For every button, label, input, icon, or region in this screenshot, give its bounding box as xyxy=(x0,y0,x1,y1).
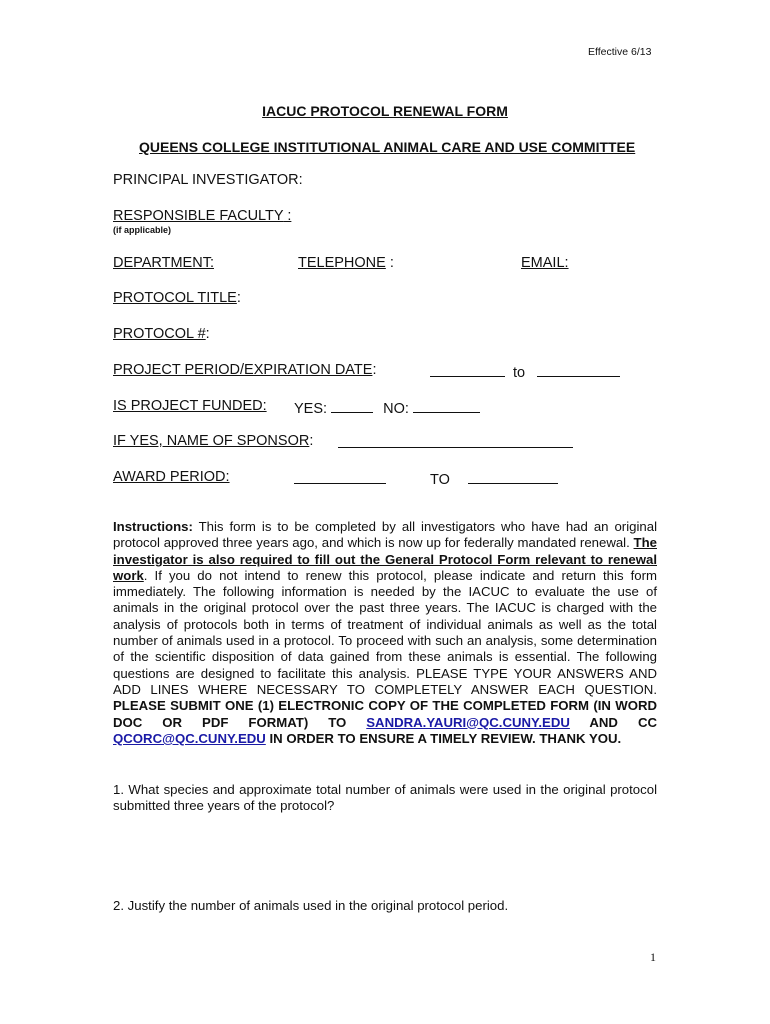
protocol-number-label: PROTOCOL # xyxy=(113,326,206,342)
instructions-paragraph xyxy=(113,519,657,747)
question-1: 1. What species and approximate total number of animals were used in the original protocol submitted three years of the protocol? xyxy=(113,782,657,814)
instructions-submit-2: AND CC xyxy=(569,714,657,730)
sponsor-blank[interactable] xyxy=(338,433,573,448)
yes-label: YES: xyxy=(294,401,328,417)
department-label: DEPARTMENT: xyxy=(113,255,214,271)
sponsor-colon: : xyxy=(309,433,314,449)
email-link-qcorc[interactable]: QCORC@QC.CUNY.EDU xyxy=(113,730,266,746)
protocol-number-row xyxy=(113,326,210,342)
project-period-row xyxy=(113,362,376,378)
award-start-blank[interactable] xyxy=(294,469,386,484)
sponsor-label: IF YES, NAME OF SPONSOR xyxy=(113,433,310,449)
email-link-sandra[interactable]: SANDRA.YAURI@QC.CUNY.EDU xyxy=(366,714,570,730)
instructions-text-2: . If you do not intend to renew this protocol, please indicate and return this form immediately. The following information is needed by the IACUC to evaluate the use of animals in the original protocol over the past three years. The IACUC is charged with the analysis of protocols both in terms of treatment of individual animals as well as the total number of animals used in a protocol. To proceed with such an analysis, some determination of the scientific disposition of data gained from these animals is essential. The following questions are designed to facilitate this analysis. PLEASE TYPE YOUR ANSWERS AND ADD LINES WHERE NECESSARY TO COMPLETELY ANSWER EACH QUESTION. xyxy=(113,567,657,697)
instructions-required-note: The investigator is also required to fill out the General Protocol Form relevant to renewal work xyxy=(113,535,657,583)
committee-title: QUEENS COLLEGE INSTITUTIONAL ANIMAL CARE AND USE COMMITTEE xyxy=(139,139,636,155)
funded-options xyxy=(294,398,480,417)
no-blank[interactable] xyxy=(413,398,480,413)
principal-investigator-label: PRINCIPAL INVESTIGATOR: xyxy=(113,172,303,188)
end-date-blank[interactable] xyxy=(537,362,620,377)
question-2: 2. Justify the number of animals used in the original protocol period. xyxy=(113,898,509,913)
project-period-colon: : xyxy=(372,362,377,378)
responsible-faculty-row xyxy=(113,208,291,224)
instructions-submit-1: PLEASE SUBMIT ONE (1) ELECTRONIC COPY OF THE COMPLETED FORM (IN WORD DOC OR PDF FORMAT) TO xyxy=(113,698,657,730)
award-end-blank[interactable] xyxy=(468,469,558,484)
protocol-title-label: PROTOCOL TITLE xyxy=(113,290,237,306)
to-upper-label: TO xyxy=(430,472,450,488)
form-title: IACUC PROTOCOL RENEWAL FORM xyxy=(262,103,508,119)
telephone-colon: : xyxy=(385,255,394,271)
protocol-number-colon: : xyxy=(205,326,210,342)
protocol-title-row xyxy=(113,290,241,306)
instructions-text-1: This form is to be completed by all investigators who have had an original protocol approved three years ago, and which is now up for federally mandated renewal. xyxy=(113,519,657,551)
award-period-label: AWARD PERIOD: xyxy=(113,469,230,485)
to-label: to xyxy=(513,365,526,381)
if-applicable-note: (if applicable) xyxy=(113,225,172,235)
email-label: EMAIL: xyxy=(521,255,569,271)
protocol-title-colon: : xyxy=(236,290,241,306)
award-end-wrap xyxy=(430,469,558,488)
responsible-faculty-label: RESPONSIBLE FACULTY xyxy=(113,208,284,224)
no-label: NO: xyxy=(383,401,409,417)
start-date-blank[interactable] xyxy=(430,362,505,377)
is-funded-label: IS PROJECT FUNDED: xyxy=(113,398,267,414)
project-period-label: PROJECT PERIOD/EXPIRATION DATE xyxy=(113,362,373,378)
instructions-submit-3: IN ORDER TO ENSURE A TIMELY REVIEW. THANK YOU. xyxy=(265,730,622,746)
sponsor-blank-wrap xyxy=(338,433,573,452)
page-number: 1 xyxy=(650,950,656,964)
telephone-row xyxy=(298,255,394,271)
effective-date: Effective 6/13 xyxy=(588,46,652,58)
award-start-wrap xyxy=(294,469,386,488)
sponsor-row xyxy=(113,433,313,449)
yes-blank[interactable] xyxy=(331,398,373,413)
responsible-faculty-colon: : xyxy=(283,208,292,224)
telephone-label: TELEPHONE xyxy=(298,255,386,271)
project-period-dates xyxy=(430,362,620,381)
instructions-label: Instructions: xyxy=(113,519,193,534)
